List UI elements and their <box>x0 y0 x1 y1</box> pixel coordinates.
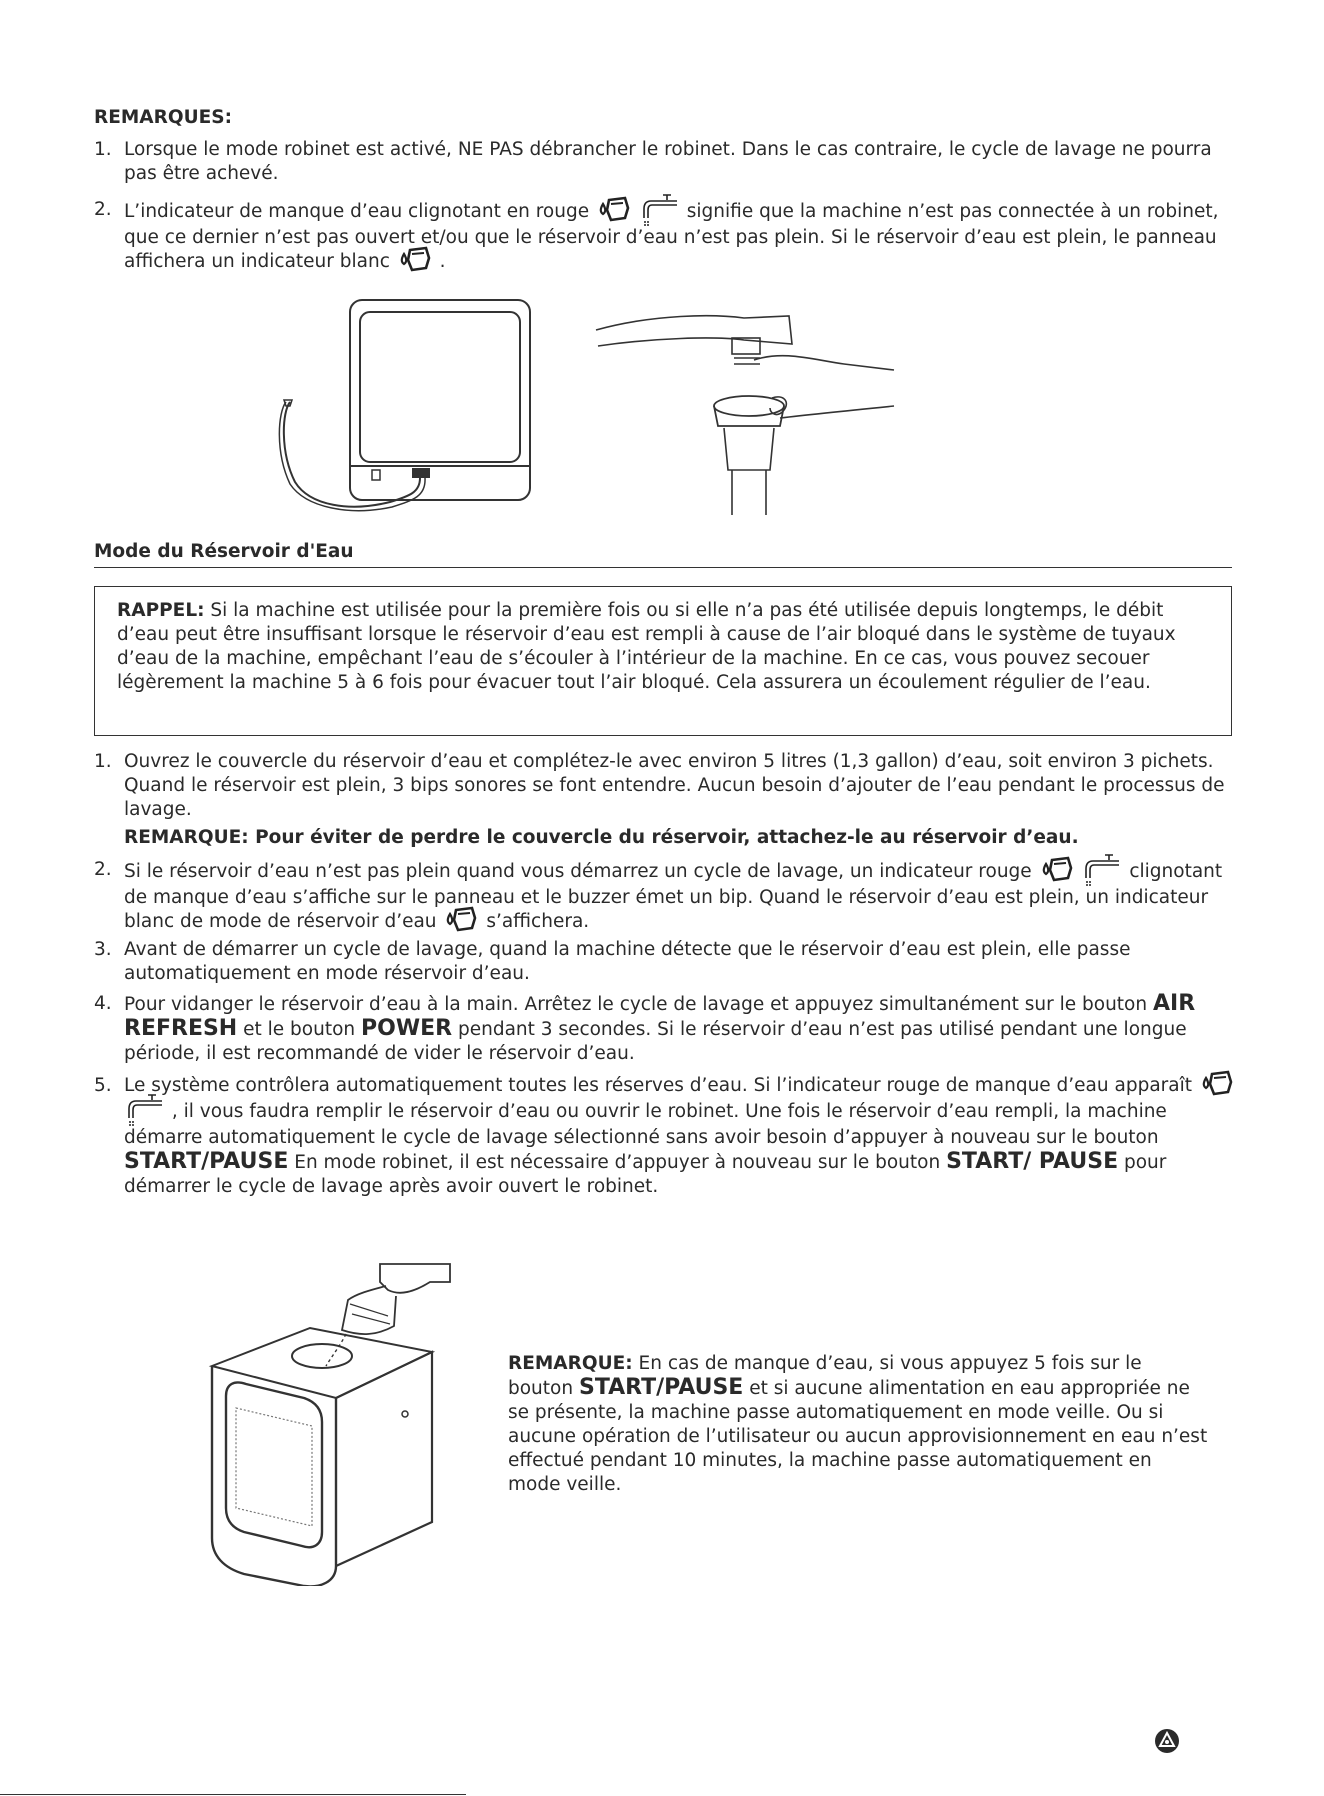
footer-rule <box>0 1794 466 1795</box>
bottom-note-label: REMARQUE: <box>508 1353 633 1374</box>
water-tank-icon <box>444 904 478 934</box>
remarks-heading: REMARQUES: <box>94 107 232 128</box>
section-title: Mode du Réservoir d'Eau <box>94 541 354 562</box>
remark-number: 2. <box>94 199 112 220</box>
faucet-connection-illustration <box>594 310 904 515</box>
remark-text: Lorsque le mode robinet est activé, NE PAS débrancher le robinet. Dans le cas contraire, le cycle de lavage ne pourra pas être achevé. <box>124 139 1212 184</box>
faucet-icon <box>1083 852 1121 886</box>
step-text-part: , il vous faudra remplir le réservoir d’eau ou ouvrir le robinet. Une fois le réservoir d’eau rempli, la machine démarre automatiquement le cycle de lavage sélectionné sans avoir besoin d’appuyer à nouveau sur le bouton <box>124 1101 1167 1148</box>
step-number: 5. <box>94 1075 112 1096</box>
step-text-part: pendant 3 secondes. Si le réservoir d’eau n’est pas utilisé pendant une longue période, il est recommandé de vider le réservoir d’eau. <box>124 1019 1187 1064</box>
bottom-note <box>508 1352 1208 1497</box>
bottom-note-text: et si aucune alimentation en eau appropriée ne se présente, la machine passe automatiquement en mode veille. Ou si aucune opération de l’utilisateur ou aucun approvisionnement en eau n’est effectué pendant 10 minutes, la machine passe automatiquement en mode veille. <box>508 1378 1208 1495</box>
step-text-part: pour démarrer le cycle de lavage après avoir ouvert le robinet. <box>124 1152 1167 1197</box>
step-text-part: En mode robinet, il est nécessaire d’appuyer à nouveau sur le bouton <box>294 1152 941 1173</box>
step-text: Avant de démarrer un cycle de lavage, quand la machine détecte que le réservoir d’eau est plein, elle passe automatiquement en mode réservoir d’eau. <box>124 939 1131 984</box>
section-divider <box>94 567 1232 568</box>
remark-number: 1. <box>94 139 112 160</box>
step-text-part: clignotant de manque d’eau s’affiche sur le panneau et le buzzer émet un bip. Quand le réservoir d’eau est plein, un indicateur blanc de mode de réservoir d’eau <box>124 861 1223 932</box>
step-number: 4. <box>94 993 112 1014</box>
water-tank-icon <box>1040 854 1074 884</box>
remark-text-part: signifie que la machine n’est pas connectée à un robinet, que ce dernier n’est pas ouvert et/ou que le réservoir d’eau n’est pas plein. Si le réservoir d’eau est plein, le panneau affichera un indicateur blanc <box>124 201 1219 272</box>
remark-text-part: L’indicateur de manque d’eau clignotant en rouge <box>124 201 590 222</box>
brand-logo-icon <box>1154 1728 1180 1754</box>
dishwasher-filling-illustration <box>200 1256 460 1586</box>
start-pause-button-label: START/PAUSE <box>578 1375 744 1400</box>
step-text <box>124 1074 1236 1199</box>
faucet-icon <box>126 1092 164 1126</box>
water-tank-icon <box>597 194 631 224</box>
step-number: 2. <box>94 859 112 880</box>
power-button-label: POWER <box>361 1016 453 1041</box>
step-text-part: s’affichera. <box>486 911 590 932</box>
faucet-icon <box>641 192 679 226</box>
step-text: Ouvrez le couvercle du réservoir d’eau et complétez-le avec environ 5 litres (1,3 gallon) d’eau, soit environ 3 pichets. Quand le réservoir est plein, 3 bips sonores se font entendre. Aucun besoin d’ajouter de l’eau pendant le processus de lavage. <box>124 751 1225 820</box>
air-refresh-button-label: AIR REFRESH <box>124 991 1196 1041</box>
start-pause-button-label: START/ PAUSE <box>946 1149 1119 1174</box>
step-text-part: et le bouton <box>243 1019 356 1040</box>
dishwasher-back-illustration <box>270 292 540 514</box>
reminder-text-block <box>117 599 1211 695</box>
step-number: 3. <box>94 939 112 960</box>
start-pause-button-label: START/PAUSE <box>124 1149 289 1174</box>
remark-text <box>124 198 1236 274</box>
reminder-text: Si la machine est utilisée pour la première fois ou si elle n’a pas été utilisée depuis longtemps, le débit d’eau peut être insuffisant lorsque le réservoir d’eau est rempli à cause de l’air bloqué dans le système de tuyaux d’eau de la machine, empêchant l’eau de s’écouler à l’intérieur de la machine. En ce cas, vous pouvez secouer légèrement la machine 5 à 6 fois pour évacuer tout l’air bloqué. Cela assurera un écoulement régulier de l’eau. <box>117 600 1176 693</box>
water-tank-icon <box>1200 1068 1234 1098</box>
reminder-label: RAPPEL: <box>117 600 205 621</box>
step-text <box>124 992 1236 1066</box>
step-text <box>124 858 1236 934</box>
remark-text-part: . <box>439 251 446 272</box>
step-number: 1. <box>94 751 112 772</box>
step-text-part: Si le réservoir d’eau n’est pas plein quand vous démarrez un cycle de lavage, un indicateur rouge <box>124 861 1032 882</box>
water-tank-icon <box>398 244 432 274</box>
reminder-box <box>94 586 1232 736</box>
step-text-part: Pour vidanger le réservoir d’eau à la main. Arrêtez le cycle de lavage et appuyez simultanément sur le bouton <box>124 994 1148 1015</box>
bottom-note-text: En cas de manque d’eau, si vous appuyez 5 fois sur le bouton <box>508 1353 1142 1399</box>
step-note: REMARQUE: Pour éviter de perdre le couvercle du réservoir, attachez-le au réservoir d’eau. <box>124 827 1079 848</box>
step-text-part: Le système contrôlera automatiquement toutes les réserves d’eau. Si l’indicateur rouge de manque d’eau apparaît <box>124 1075 1192 1096</box>
